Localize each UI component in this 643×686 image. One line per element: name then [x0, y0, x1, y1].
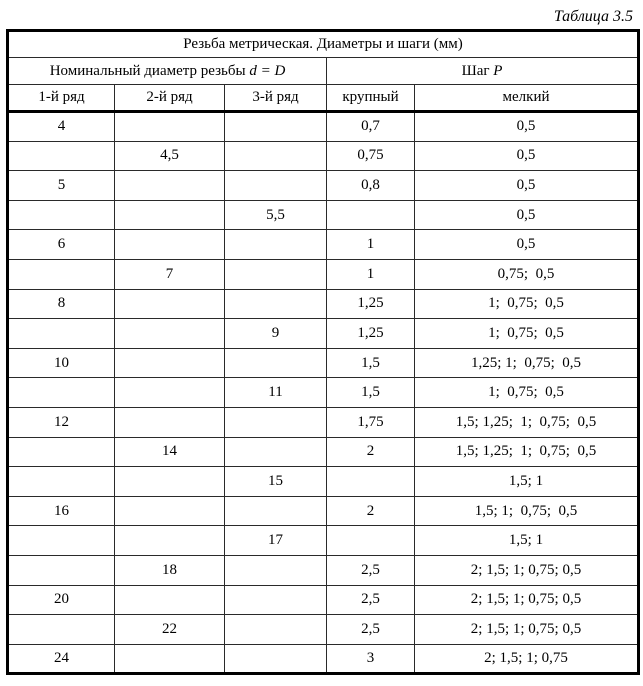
cell-series1: 6	[8, 230, 115, 260]
table-caption: Таблица 3.5	[553, 8, 633, 25]
pitch-group-header	[327, 58, 639, 85]
table-row	[8, 496, 639, 526]
cell-series3	[225, 348, 327, 378]
cell-pitch-fine: 0,5	[415, 230, 639, 260]
cell-series1	[8, 437, 115, 467]
cell-pitch-fine: 2; 1,5; 1; 0,75; 0,5	[415, 615, 639, 645]
table-row	[8, 644, 639, 674]
cell-pitch-coarse: 1,5	[327, 378, 415, 408]
cell-series1	[8, 319, 115, 349]
diameter-header-formula: d = D	[249, 62, 286, 79]
cell-series1: 24	[8, 644, 115, 674]
cell-series2	[115, 112, 225, 142]
cell-pitch-coarse: 1,25	[327, 289, 415, 319]
pitch-header-formula: P	[493, 62, 503, 79]
cell-series2	[115, 230, 225, 260]
cell-pitch-coarse: 3	[327, 644, 415, 674]
col-header-series2: 2-й ряд	[115, 85, 225, 112]
table-row	[8, 348, 639, 378]
cell-series2: 4,5	[115, 141, 225, 171]
diameter-header-text: Номинальный диаметр резьбы	[49, 62, 246, 79]
cell-pitch-fine: 1,5; 1	[415, 526, 639, 556]
table-row	[8, 526, 639, 556]
cell-series1	[8, 378, 115, 408]
cell-pitch-fine: 1; 0,75; 0,5	[415, 378, 639, 408]
cell-pitch-coarse: 2	[327, 437, 415, 467]
table-row	[8, 467, 639, 497]
cell-series1	[8, 259, 115, 289]
cell-series3: 5,5	[225, 200, 327, 230]
cell-series1	[8, 526, 115, 556]
cell-series3	[225, 555, 327, 585]
cell-series2: 18	[115, 555, 225, 585]
cell-pitch-coarse: 1	[327, 230, 415, 260]
cell-pitch-coarse	[327, 467, 415, 497]
table-row	[8, 319, 639, 349]
cell-pitch-coarse: 0,8	[327, 171, 415, 201]
cell-series1	[8, 141, 115, 171]
column-header-row	[8, 85, 639, 112]
cell-series1	[8, 467, 115, 497]
table-row	[8, 407, 639, 437]
cell-pitch-coarse: 2,5	[327, 585, 415, 615]
cell-pitch-fine: 2; 1,5; 1; 0,75	[415, 644, 639, 674]
table-row	[8, 289, 639, 319]
cell-series2: 14	[115, 437, 225, 467]
cell-series3	[225, 230, 327, 260]
cell-series2	[115, 407, 225, 437]
pitch-header-text: Шаг	[461, 62, 490, 79]
cell-series1: 5	[8, 171, 115, 201]
cell-series3	[225, 171, 327, 201]
cell-series3: 11	[225, 378, 327, 408]
cell-pitch-fine: 0,5	[415, 200, 639, 230]
title-row	[8, 31, 639, 58]
cell-pitch-fine: 2; 1,5; 1; 0,75; 0,5	[415, 555, 639, 585]
metric-thread-table	[6, 29, 640, 675]
table-row	[8, 378, 639, 408]
cell-series1: 16	[8, 496, 115, 526]
table-row	[8, 555, 639, 585]
cell-pitch-fine: 2; 1,5; 1; 0,75; 0,5	[415, 585, 639, 615]
table-row	[8, 171, 639, 201]
col-header-coarse: крупный	[327, 85, 415, 112]
cell-pitch-coarse: 1,25	[327, 319, 415, 349]
cell-pitch-fine: 1,5; 1; 0,75; 0,5	[415, 496, 639, 526]
cell-pitch-coarse: 1	[327, 259, 415, 289]
cell-pitch-coarse	[327, 526, 415, 556]
cell-pitch-coarse: 0,75	[327, 141, 415, 171]
cell-pitch-fine: 1,5; 1,25; 1; 0,75; 0,5	[415, 437, 639, 467]
table-title: Резьба метрическая. Диаметры и шаги (мм)	[8, 31, 639, 58]
cell-series2	[115, 200, 225, 230]
cell-pitch-fine: 0,75; 0,5	[415, 259, 639, 289]
cell-series3	[225, 112, 327, 142]
cell-series2	[115, 171, 225, 201]
table-row	[8, 259, 639, 289]
cell-pitch-fine: 0,5	[415, 171, 639, 201]
cell-series1: 4	[8, 112, 115, 142]
col-header-series1: 1-й ряд	[8, 85, 115, 112]
table-body	[8, 112, 639, 674]
cell-series2	[115, 289, 225, 319]
cell-series3: 9	[225, 319, 327, 349]
cell-pitch-fine: 1,5; 1,25; 1; 0,75; 0,5	[415, 407, 639, 437]
table-header	[8, 31, 639, 112]
col-header-series3: 3-й ряд	[225, 85, 327, 112]
cell-series2	[115, 526, 225, 556]
cell-series3	[225, 644, 327, 674]
cell-pitch-fine: 1; 0,75; 0,5	[415, 319, 639, 349]
cell-pitch-fine: 1,25; 1; 0,75; 0,5	[415, 348, 639, 378]
cell-series1	[8, 615, 115, 645]
cell-pitch-coarse: 2	[327, 496, 415, 526]
cell-series3: 15	[225, 467, 327, 497]
cell-series1: 12	[8, 407, 115, 437]
cell-series3	[225, 615, 327, 645]
cell-series1: 10	[8, 348, 115, 378]
table-row	[8, 141, 639, 171]
cell-series3	[225, 289, 327, 319]
cell-pitch-coarse: 1,5	[327, 348, 415, 378]
cell-series3	[225, 259, 327, 289]
table-row	[8, 112, 639, 142]
table-row	[8, 585, 639, 615]
cell-pitch-coarse	[327, 200, 415, 230]
cell-series3: 17	[225, 526, 327, 556]
cell-series3	[225, 437, 327, 467]
cell-series3	[225, 141, 327, 171]
cell-pitch-coarse: 2,5	[327, 555, 415, 585]
cell-series2	[115, 585, 225, 615]
cell-pitch-fine: 0,5	[415, 112, 639, 142]
group-header-row	[8, 58, 639, 85]
table-row	[8, 230, 639, 260]
diameter-group-header	[8, 58, 327, 85]
cell-series2	[115, 319, 225, 349]
cell-series2	[115, 348, 225, 378]
cell-series1: 8	[8, 289, 115, 319]
cell-pitch-coarse: 2,5	[327, 615, 415, 645]
cell-series2	[115, 644, 225, 674]
table-row	[8, 200, 639, 230]
table-row	[8, 437, 639, 467]
cell-series1	[8, 555, 115, 585]
cell-pitch-fine: 1; 0,75; 0,5	[415, 289, 639, 319]
cell-pitch-coarse: 0,7	[327, 112, 415, 142]
cell-pitch-fine: 0,5	[415, 141, 639, 171]
table-row	[8, 615, 639, 645]
cell-series2	[115, 378, 225, 408]
cell-series1	[8, 200, 115, 230]
cell-series1: 20	[8, 585, 115, 615]
cell-series3	[225, 585, 327, 615]
cell-series2	[115, 496, 225, 526]
cell-pitch-coarse: 1,75	[327, 407, 415, 437]
cell-pitch-fine: 1,5; 1	[415, 467, 639, 497]
cell-series3	[225, 407, 327, 437]
cell-series3	[225, 496, 327, 526]
col-header-fine: мелкий	[415, 85, 639, 112]
cell-series2: 7	[115, 259, 225, 289]
cell-series2: 22	[115, 615, 225, 645]
cell-series2	[115, 467, 225, 497]
